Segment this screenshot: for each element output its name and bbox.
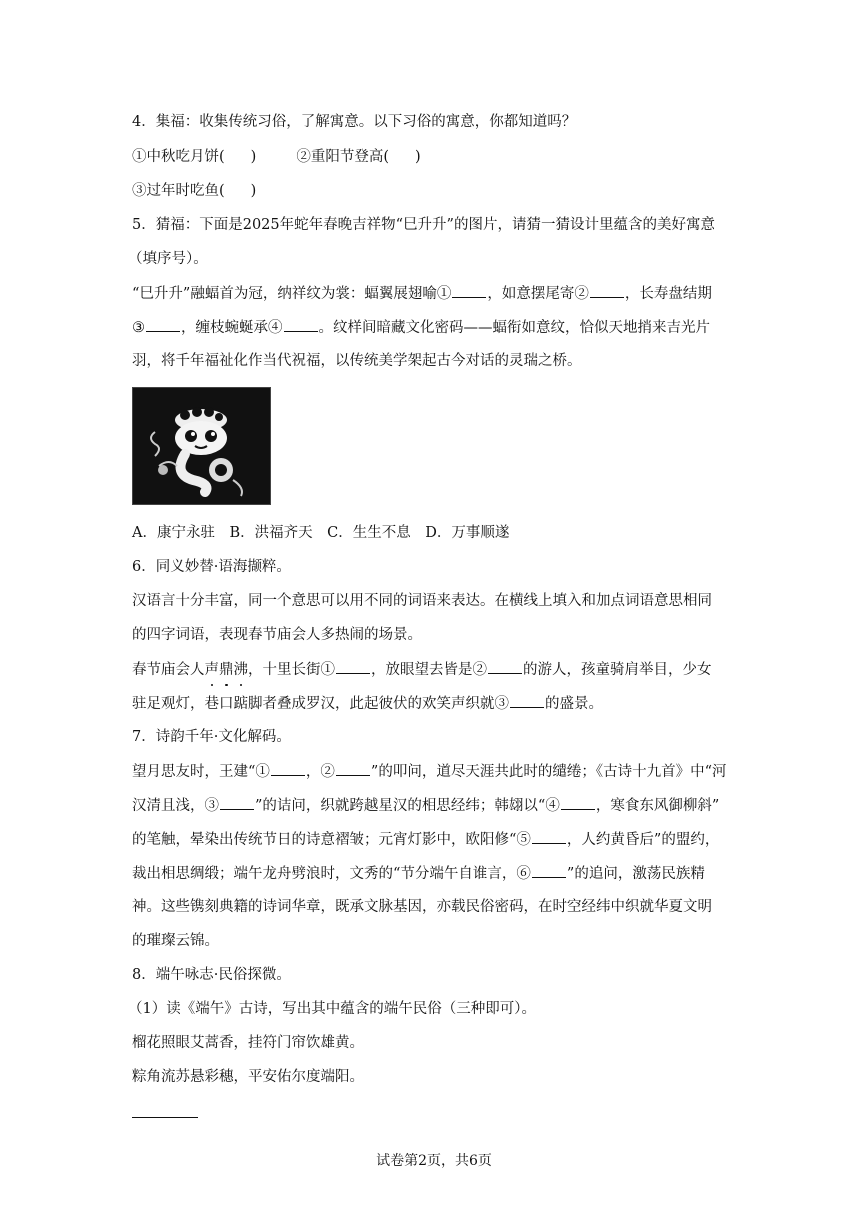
answer-blank[interactable] — [561, 795, 595, 810]
dotted-char: 声 — [204, 662, 219, 678]
q6-title: 6．同义妙替·语海撷粹。 — [132, 559, 291, 575]
q5-para-line2: ③ ，缠枝蜿蜒承④ 。纹样间暗藏文化密码——蝠衔如意纹，恰似天地捎来吉光片 — [132, 317, 772, 338]
q4-title: 4．集福：收集传统习俗，了解寓意。以下习俗的寓意，你都知道吗？ — [132, 114, 577, 130]
q6-desc-line2: 的四字词语，表现春节庙会人多热闹的场景。 — [132, 627, 422, 643]
q5-para-line1: “巳升升”融蝠首为冠，纳祥纹为裳：蝠翼展翅喻① ，如意摆尾寄② ，长寿盘结期 — [132, 283, 772, 304]
answer-blank[interactable] — [336, 761, 370, 776]
q4-item1: ①中秋吃月饼( — [132, 149, 225, 165]
dotted-char: 鼎 — [219, 662, 234, 678]
answer-blank[interactable] — [336, 659, 370, 674]
answer-blank[interactable] — [146, 317, 180, 332]
q5-title-cont: （填序号）。 — [128, 251, 208, 267]
q4-row2: ③过年时吃鱼( ) — [132, 183, 257, 199]
q7-line4: 裁出相思绸缎；端午龙舟劈浪时，文秀的“节分端午自谁言，⑥ ”的追问，激荡民族精 — [132, 863, 772, 884]
answer-blank[interactable] — [510, 693, 544, 708]
q4-item3: ③过年时吃鱼( — [132, 183, 225, 199]
page-footer: 试卷第2页，共6页 — [376, 1153, 492, 1169]
q5-options: A．康宁永驻 B．洪福齐天 C．生生不息 D．万事顺遂 — [132, 525, 510, 541]
poem-line1: 榴花照眼艾蒿香，挂符门帘饮雄黄。 — [132, 1035, 364, 1051]
q6-desc-line1: 汉语言十分丰富，同一个意思可以用不同的词语来表达。在横线上填入和加点词语意思相同 — [132, 593, 712, 609]
dotted-char: 沸 — [233, 662, 248, 678]
q5-para-line3: 羽，将千年福祉化作当代祝福，以传统美学架起古今对话的灵瑞之桥。 — [132, 353, 582, 369]
snake-mascot-illustration — [133, 388, 270, 504]
answer-blank[interactable] — [220, 795, 254, 810]
q7-line2: 汉清且浅，③ ”的诘问，织就跨越星汉的相思经纬；韩翃以“④ ，寒食东风御柳斜” — [132, 795, 772, 816]
answer-blank[interactable] — [532, 863, 566, 878]
q7-line1: 望月思友时，王建“① ，② ”的叩问，道尽天涯共此时的缱绻；《古诗十九首》中“河 — [132, 761, 772, 782]
q6-sentence-line1: 春节庙会人声鼎沸，十里长街① ，放眼望去皆是② 的游人，孩童骑肩举目，少女 — [132, 659, 772, 680]
q5-title: 5．猜福：下面是2025年蛇年春晚吉祥物“巳升升”的图片，请猜一猜设计里蕴含的美好寓意 — [132, 217, 715, 233]
answer-blank[interactable] — [488, 659, 522, 674]
q8-sub1: （1）读《端午》古诗，写出其中蕴含的端午民俗（三种即可）。 — [128, 1001, 536, 1017]
q7-line6: 的璀璨云锦。 — [132, 933, 219, 949]
q4-row1: ①中秋吃月饼( ) ②重阳节登高( ) — [132, 149, 421, 165]
q7-title: 7．诗韵千年·文化解码。 — [132, 729, 291, 745]
poem-line2: 粽角流苏悬彩穗，平安佑尔度端阳。 — [132, 1069, 364, 1085]
q7-line3: 的笔触，晕染出传统节日的诗意褶皱；元宵灯影中，欧阳修“⑤ ，人约黄昏后”的盟约， — [132, 829, 772, 850]
answer-blank[interactable] — [284, 317, 318, 332]
snake-mascot-image — [132, 387, 271, 505]
q6-sentence-line2: 驻足观灯，巷口踮脚者叠成罗汉，此起彼伏的欢笑声织就③ 的盛景。 — [132, 693, 772, 714]
q8-title: 8．端午咏志·民俗探微。 — [132, 967, 291, 983]
answer-blank[interactable] — [452, 283, 486, 298]
answer-blank[interactable] — [590, 283, 624, 298]
answer-blank[interactable] — [532, 829, 566, 844]
q7-line5: 神。这些镌刻典籍的诗词华章，既承文脉基因，亦载民俗密码，在时空经纬中织就华夏文明 — [132, 899, 712, 915]
answer-line[interactable] — [132, 1117, 198, 1118]
answer-blank[interactable] — [271, 761, 305, 776]
q4-item2: ②重阳节登高( — [296, 149, 390, 165]
